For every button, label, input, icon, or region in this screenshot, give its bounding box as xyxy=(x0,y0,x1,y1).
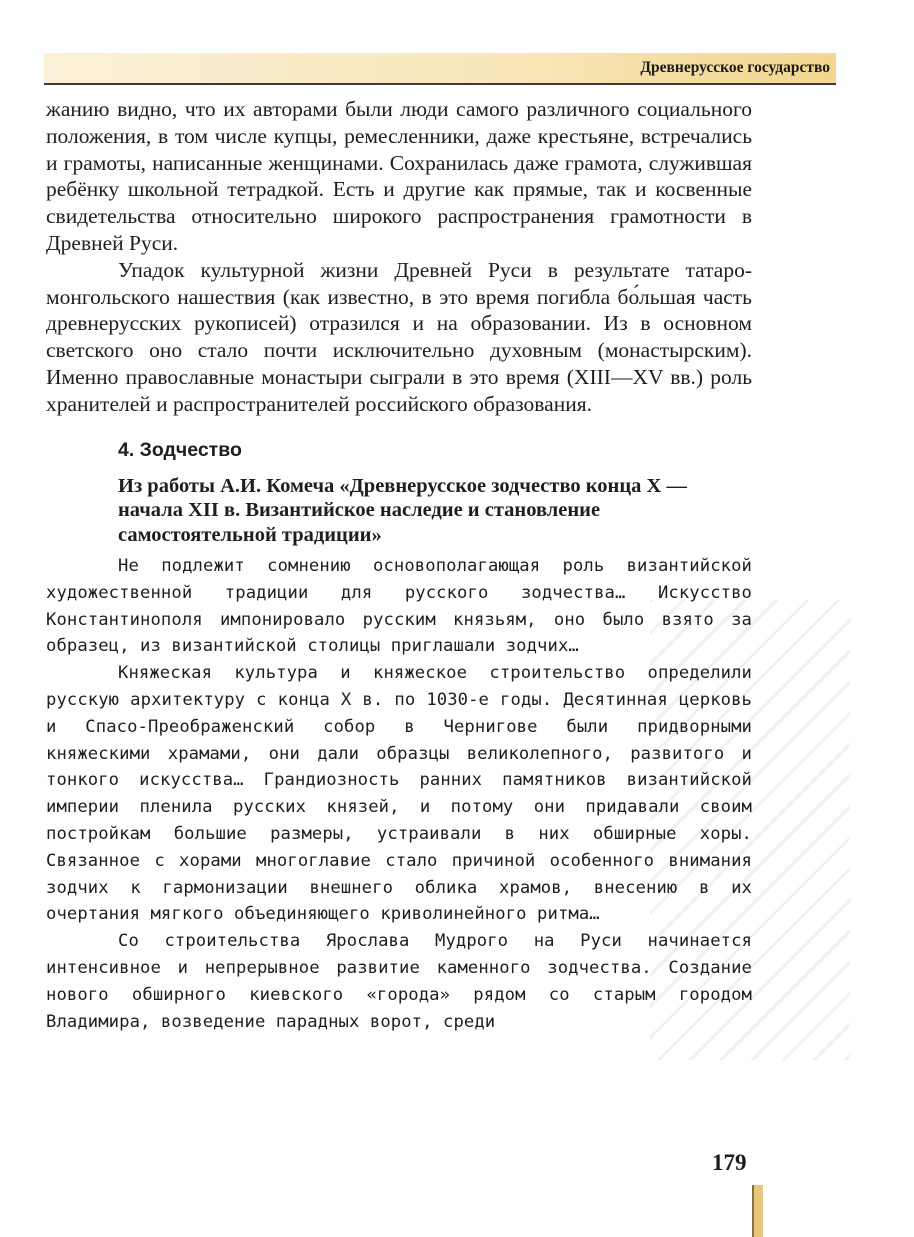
source-paragraph-1: Не подлежит сомнению основополагающая роль византийской художественной традиции для русского зодчества… Искусство Константинополя импонировало русским князьям, оно было взято за образец, из византийской столицы приглашали зодчих… xyxy=(46,556,752,657)
running-header-title: Древнерусское государство xyxy=(640,59,830,76)
paragraph-intro-2: Упадок культурной жизни Древней Руси в результате татаро-монгольского нашествия (как известно, в это время погибла бо́льшая часть древнерусских рукописей) отразился и на образовании. Из в основном светского оно стало почти исключительно духовным (монастырским). Именно православные монастыри сыграли в это время (XIII—XV вв.) роль хранителей и распространителей российского образования. xyxy=(46,257,752,416)
source-paragraph-2: Княжеская культура и княжеское строительство определили русскую архитектуру с конца X в. по 1030-е годы. Десятинная церковь и Спасо-Преображенский собор в Чернигове были придворными княжескими храмами, они дали образцы великолепного, развитого и тонкого искусства… Грандиозность ранних памятников византийской империи пленила русских князей, и потому они придавали своим постройкам большие размеры, устраивали в них обширные хоры. Связанное с хорами многоглавие стало причиной особенного внимания зодчих к гармонизации внешнего облика храмов, внесению в их очертания мягкого объединяющего криволинейного ритма… xyxy=(46,663,752,925)
running-header xyxy=(44,53,836,85)
page-edge-strip xyxy=(752,1185,763,1237)
source-excerpt xyxy=(46,553,752,1035)
source-paragraph-3: Со строительства Ярослава Мудрого на Руси начинается интенсивное и непрерывное развитие каменного зодчества. Создание нового обширного киевского «города» рядом со старым городом Владимира, возведение парадных ворот, среди xyxy=(46,931,752,1032)
paragraph-intro-1: жанию видно, что их авторами были люди самого различного социального положения, в том числе купцы, ремесленники, даже крестьяне, встречались и грамоты, написанные женщинами. Сохранилась даже грамота, служившая ребёнку школьной тетрадкой. Есть и другие как прямые, так и косвенные свидетельства относительно широкого распространения грамотности в Древней Руси. xyxy=(46,97,752,255)
section-heading: 4. Зодчество xyxy=(118,438,242,461)
text-column xyxy=(46,96,752,1035)
page-number: 179 xyxy=(712,1150,747,1175)
source-title: Из работы А.И. Комеча «Древнерусское зодчество конца X — начала XII в. Византийское наследие и становление самостоятельной традиции» xyxy=(118,474,687,546)
